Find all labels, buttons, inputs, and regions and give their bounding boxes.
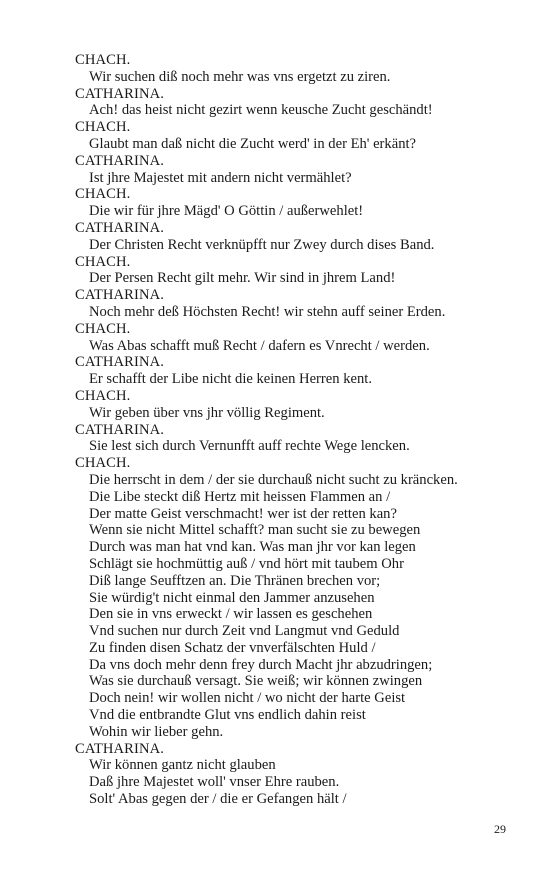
verse-line: Wohin wir lieber gehn. [89,723,224,740]
verse-line: Den sie in vns erweckt / wir lassen es geschehen [89,606,373,623]
speaker-name: CHACH. [75,186,131,203]
verse-line: Vnd die entbrandte Glut vns endlich dahin reist [89,707,366,724]
speaker-name: CATHARINA. [75,354,164,371]
dialogue-text [75,52,535,808]
verse-line: Wenn sie nicht Mittel schafft? man sucht sie zu bewegen [89,522,421,539]
verse-line: Wir geben über vns jhr völlig Regiment. [89,404,325,421]
verse-line: Da vns doch mehr denn frey durch Macht jhr abzudringen; [89,656,433,673]
verse-line: Solt' Abas gegen der / die er Gefangen hält / [89,791,347,808]
speaker-name: CATHARINA. [75,152,164,169]
verse-line: Durch was man hat vnd kan. Was man jhr vor kan legen [89,539,416,556]
verse-line: Sie würdig't nicht einmal den Jammer anzusehen [89,589,375,606]
speaker-name: CATHARINA. [75,287,164,304]
verse-line: Er schafft der Libe nicht die keinen Herren kent. [89,371,372,388]
speaker-name: CHACH. [75,52,131,68]
verse-line: Daß jhre Majestet woll' vnser Ehre rauben. [89,774,340,791]
speaker-name: CATHARINA. [75,421,164,438]
speaker-name: CATHARINA. [75,740,164,757]
speaker-name: CHACH. [75,119,131,136]
speaker-name: CHACH. [75,253,131,270]
verse-line: Die herrscht in dem / der sie durchauß nicht sucht zu kräncken. [89,471,458,488]
verse-line: Die wir für jhre Mägd' O Göttin / außerwehlet! [89,203,364,220]
verse-line: Was Abas schafft muß Recht / dafern es Vnrecht / werden. [89,337,430,354]
speaker-name: CHACH. [75,455,131,472]
verse-line: Vnd suchen nur durch Zeit vnd Langmut vnd Geduld [89,623,400,640]
verse-line: Ist jhre Majestet mit andern nicht vermählet? [89,169,352,186]
verse-line: Diß lange Seufftzen an. Die Thränen brechen vor; [89,572,381,589]
verse-line: Glaubt man daß nicht die Zucht werd' in der Eh' erkänt? [89,135,417,152]
verse-line: Der matte Geist verschmacht! wer ist der retten kan? [89,505,397,522]
verse-line: Die Libe steckt diß Hertz mit heissen Flammen an / [89,488,391,505]
verse-line: Der Christen Recht verknüpfft nur Zwey durch dises Band. [89,236,435,253]
verse-line: Wir können gantz nicht glauben [89,757,276,774]
verse-line: Schlägt sie hochmüttig auß / vnd hört mit taubem Ohr [89,555,404,572]
page-number: 29 [494,822,506,836]
verse-line: Sie lest sich durch Vernunfft auff rechte Wege lencken. [89,438,410,455]
verse-line: Doch nein! wir wollen nicht / wo nicht der harte Geist [89,690,406,707]
speaker-name: CHACH. [75,387,131,404]
verse-line: Wir suchen diß noch mehr was vns ergetzt zu ziren. [89,68,391,85]
speaker-name: CATHARINA. [75,85,164,102]
verse-line: Was sie durchauß versagt. Sie weiß; wir können zwingen [89,673,423,690]
verse-line: Ach! das heist nicht gezirt wenn keusche Zucht geschändt! [89,102,433,119]
verse-line: Zu finden disen Schatz der vnverfälschten Huld / [89,639,376,656]
speaker-name: CATHARINA. [75,219,164,236]
verse-line: Der Persen Recht gilt mehr. Wir sind in jhrem Land! [89,270,396,287]
speaker-name: CHACH. [75,320,131,337]
verse-line: Noch mehr deß Höchsten Recht! wir stehn auff seiner Erden. [89,303,446,320]
